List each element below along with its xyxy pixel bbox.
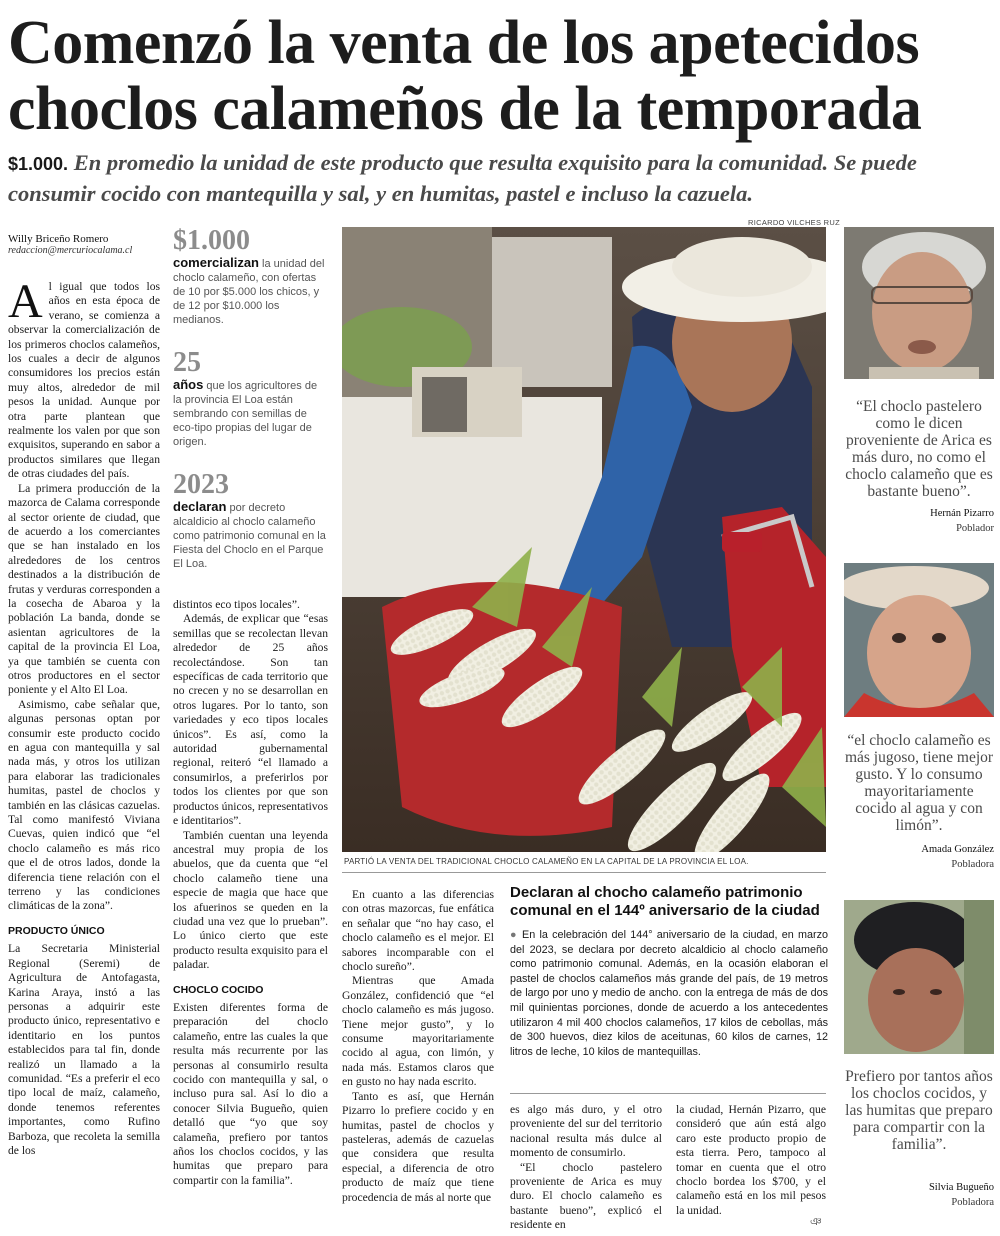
corn-vendor-photo xyxy=(342,227,826,852)
col2-paragraph-3: También cuentan una leyenda ancestral muy propia de los abuelos, que da cuenta que “el choclo calameño tiene una especie de magia que hace que los afuerinos se queden en la ciudad una vez que lo prueban”. Lo único cierto que este producto resulta exquisito para el paladar. xyxy=(173,828,328,972)
col5-paragraph-1: la ciudad, Hernán Pizarro, que consideró que aún está algo caro este producto propio de esta tierra. Pero, tampoco al tomar en cuenta que el otro choclo bordea los $700, y el calameño está en los mil pesos la unidad. xyxy=(676,1103,826,1217)
dropcap: A xyxy=(8,275,43,328)
fact-text: la unidad del choclo calameño, con ofertas de 10 por $5.000 los chicos, y de 12 por $10.000 los medianos. xyxy=(173,258,325,326)
fact-lead: años xyxy=(173,377,204,392)
fact-text: que los agricultores de la provincia El Loa están sembrando con semillas de eco-tipo propias del lugar de origen. xyxy=(173,380,318,448)
headline: Comenzó la venta de los apetecidos choclos calameños de la temporada xyxy=(8,9,922,143)
article-column-4 xyxy=(510,1103,662,1233)
quote-amada-name: Amada González xyxy=(921,844,994,855)
fact-number: $1.000 xyxy=(173,225,250,256)
portrait-silvia xyxy=(844,900,994,1054)
byline-name: Willy Briceño Romero xyxy=(8,233,109,245)
article-column-3 xyxy=(342,888,494,1205)
box-text-body: En la celebración del 144° aniversario de la ciudad, en marzo del 2023, se declara por decreto alcaldicio al choclo calameño como patrimonio comunal. Además, en la ocasión elaboran el pastel de choclos calameños más grande del país, de 19 metros de largo por uno y medio de ancho. con la entrega de más de dos mil quinientas porciones, donde de acuerdo a los antecedentes utilizaron 4 mil 400 choclos calameños, 17 kilos de cebollas, más de 300 huevos, diez kilos de aceitunas, 60 kilos de carnes, 12 litros de leche, 10 kilos de mantequillas. xyxy=(510,929,829,1058)
quote-silvia-name: Silvia Bugueño xyxy=(928,1182,994,1193)
portrait-amada-image xyxy=(844,563,994,717)
bullet-icon: ● xyxy=(510,929,518,941)
article-column-2 xyxy=(173,598,328,1188)
fact-number: 2023 xyxy=(173,469,229,500)
photo-credit: RICARDO VILCHES RUZ xyxy=(748,218,840,227)
anniversary-box xyxy=(510,884,828,1059)
byline xyxy=(8,233,163,256)
fact-box-1 xyxy=(173,226,328,327)
col1-paragraph-3: Asimismo, cabe señalar que, algunas personas optan por consumir este producto cocido en agua con mantequilla y sal nada más, y otros los utilizan para elaborar las tradicionales humitas, pastel de choclos y también en las clásicas cazuelas. Tal como manifestó Viviana Cuevas, quien indicó que “el choclo calameño es más rico que el de otros lados, donde la diferencia tiene relación con el terreno y las condiciones climáticas de la zona”. xyxy=(8,697,160,913)
article-column-1 xyxy=(8,275,160,1158)
photo-caption: PARTIÓ LA VENTA DEL TRADICIONAL CHOCLO CALAMEÑO EN LA CAPITAL DE LA PROVINCIA EL LOA. xyxy=(344,857,749,866)
portrait-amada xyxy=(844,563,994,717)
fact-lead: comercializan xyxy=(173,255,259,270)
fact-lead: declaran xyxy=(173,499,227,514)
portrait-hernan-image xyxy=(844,227,994,379)
col2-paragraph-2: Además, de explicar que “esas semillas que se recolectan llevan alrededor de 25 años recolectándose. Son tan específicas de cada territorio que no crecen y no se desarrollan en otros lugares. Por lo tanto, son variedades y eco tipos locales únicos”. Es así, como la autoridad gubernamental regional, reiteró “el llamado a consumirlos, a preferirlos por todos los clientes por que son productos únicos, representativos e identitarios”. xyxy=(173,612,328,828)
end-mark-icon: ঞ xyxy=(810,1215,822,1228)
byline-email: redaccion@mercuriocalama.cl xyxy=(8,245,133,256)
subhead-producto-unico: PRODUCTO ÚNICO xyxy=(8,924,105,937)
subheadline-price: $1.000. xyxy=(8,154,69,174)
subheadline xyxy=(8,148,993,208)
col3-paragraph-2: Mientras que Amada González, confidenció que “el choclo calameño es más jugoso. Tiene mejor gusto”, y lo consume mayoritariamente cocido al agua, con limón, y nada más. Estamos claros que en gusto no hay nada escrito. xyxy=(342,974,494,1089)
col1-paragraph-2: La primera producción de la mazorca de Calama corresponde al sector oriente de ciudad, que de acuerdo a los comerciantes que se han instalado en los alrededores de los centros destinados a la distribución de frutas y verduras corresponden a la cosecha de Abaroa y la población La banda, donde se asientan agricultores de la capital de la provincia El Loa, ya que también se cuenta con otros productores en el sector poniente y el Alto El Loa. xyxy=(8,481,160,697)
subhead-choclo-cocido: CHOCLO COCIDO xyxy=(173,983,264,996)
fact-number: 25 xyxy=(173,347,201,378)
quote-silvia: Prefiero por tantos años los choclos cocidos, y las humitas que preparo para compartir con la familia”. xyxy=(845,1068,993,1153)
box-text xyxy=(510,928,828,1059)
col3-paragraph-3: Tanto es así, que Hernán Pizarro lo prefiere cocido y en humitas, pastel de choclos y pasteleras, además de cazuelas que considera que resulta especial, a diferencia de otro producto de maíz que tiene procedencia de más al norte que xyxy=(342,1089,494,1204)
subheadline-text: En promedio la unidad de este producto que resulta exquisito para la comunidad. Se puede consumir cocido con mantequilla y sal, y en humitas, pastel e incluso la cazuela. xyxy=(8,150,917,206)
box-title: Declaran al chocho calameño patrimonio comunal en el 144º aniversario de la ciudad xyxy=(510,884,820,919)
portrait-hernan xyxy=(844,227,994,379)
quote-hernan: “El choclo pastelero como le dicen proveniente de Arica es más duro, no como el choclo calameño que es bastante bueno”. xyxy=(845,398,993,500)
col1-paragraph-4: La Secretaria Ministerial Regional (Seremi) de Agricultura de Antofagasta, Karina Araya, instó a las personas a adquirir este producto único, representativo e identitario en los puntos establecidos para tal fin, donde realizó un llamado a la comunidad. “Es a preferir el eco tipo local de maíz, calameño, donde tenemos referentes importantes, como Rufino Barboza, que recoleta la semilla de los xyxy=(8,942,160,1157)
portrait-silvia-image xyxy=(844,900,994,1054)
caption-rule xyxy=(342,872,826,873)
quote-amada-role: Pobladora xyxy=(951,859,994,870)
col3-paragraph-1: En cuanto a las diferencias con otras mazorcas, fue enfática en señalar que “no hay caso, el choclo calameño es el mejor. El sabores incomparable con el choclo sureño”. xyxy=(342,888,494,974)
quote-amada: “el choclo calameño es más jugoso, tiene mejor gusto. Y lo consumo mayoritariamente cocido al agua y con limón”. xyxy=(844,732,994,834)
quote-hernan-role: Poblador xyxy=(956,523,994,534)
col1-paragraph-1: l igual que todos los años en esta época de verano, se comienza a observar la comercialización de los primeros choclos calameños, los cuales a decir de algunos consumidores los precios están muy altos, alrededor de mil pesos la unidad. Aunque por otra parte plantean que realmente los valen por que son exquisitos, superando en sabor a productos similares que llegan de otras ciudades del país. xyxy=(8,280,160,481)
article-column-5 xyxy=(676,1103,826,1218)
col2-paragraph-1: distintos eco tipos locales”. xyxy=(173,598,300,611)
fact-text: por decreto alcaldicio al choclo calameño como patrimonio comunal en la Fiesta del Choclo en el Parque El Loa. xyxy=(173,502,326,570)
col2-paragraph-4: Existen diferentes forma de preparación del choclo calameño, entre las cuales la que resulta más recurrente por las personas al consumirlo resulta cocido con mantequilla y sal, o incluso pura sal. Así lo dio a conocer Silvia Bugueño, quien detalló que “yo que soy calameña, prefiero por tantos años los choclos cocidos, y las humitas que preparo para compartir con la familia”. xyxy=(173,1000,328,1187)
fact-box-2 xyxy=(173,348,328,449)
col4-paragraph-2: “El choclo pastelero proveniente de Arica es muy duro. El choclo calameño es bastante bueno”, explicó el residente en xyxy=(510,1160,662,1232)
quote-hernan-name: Hernán Pizarro xyxy=(930,508,994,519)
quote-silvia-role: Pobladora xyxy=(951,1197,994,1208)
box-bottom-rule xyxy=(510,1093,826,1094)
fact-box-3 xyxy=(173,470,328,571)
col4-paragraph-1: es algo más duro, y el otro proveniente del sur del territorio nacional resulta más dulce al momento de consumirlo. xyxy=(510,1103,662,1160)
main-photo xyxy=(342,227,826,852)
